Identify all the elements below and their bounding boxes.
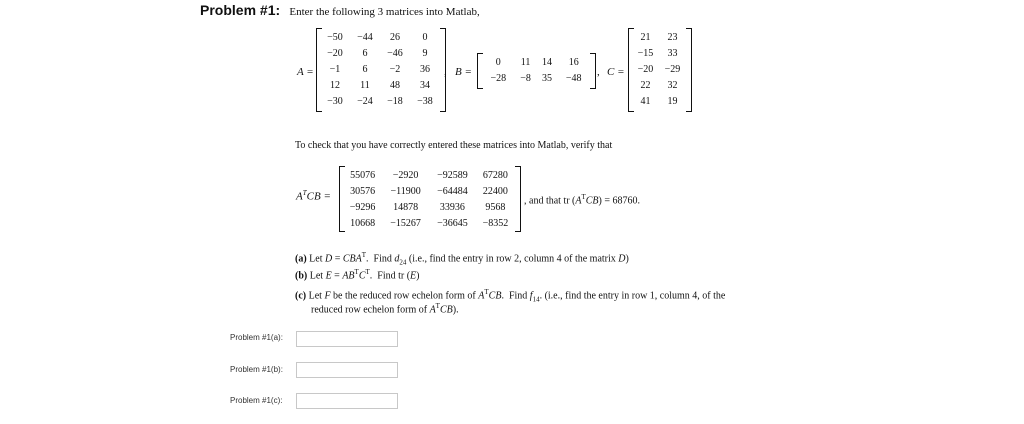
answer-label-c: Problem #1(c):	[230, 396, 283, 405]
product-matrix-cell: −64484	[437, 186, 468, 197]
matrix-c-cell: 41	[640, 96, 651, 107]
product-matrix-cell: 33936	[439, 202, 465, 213]
answer-input-b[interactable]	[296, 362, 398, 378]
matrix-c-cell: 32	[667, 80, 678, 91]
problem-intro: Enter the following 3 matrices into Matlab,	[289, 6, 480, 18]
matrix-b-cell: 11	[520, 57, 531, 68]
problem-header	[200, 2, 480, 19]
part-a: (a) Let $D = CBA^T$. Find $d_{24}$ (i.e., find the entry in row 2, column 4 of the matrix D)	[295, 251, 629, 267]
matrix-b-row	[482, 71, 590, 87]
product-matrix-cell: 9568	[485, 202, 506, 213]
matrix-c-label: C =	[607, 66, 625, 78]
answer-label-b: Problem #1(b):	[230, 365, 283, 374]
product-matrix-cell: −36645	[437, 218, 468, 229]
product-matrix	[343, 168, 515, 232]
matrix-a-cell: −30	[327, 96, 343, 107]
matrix-c-cell: 33	[667, 48, 678, 59]
matrix-c-cell: −15	[637, 48, 654, 59]
product-matrix-row	[343, 200, 515, 216]
answer-label-a: Problem #1(a):	[230, 333, 283, 342]
matrix-c-row	[632, 78, 686, 94]
matrix-a-cell: −2	[389, 64, 401, 75]
product-matrix-cell: 55076	[350, 170, 376, 181]
matrix-a-row	[320, 46, 440, 62]
matrix-a-cell: 6	[362, 48, 368, 59]
matrix-b-cell: 14	[542, 57, 553, 68]
product-matrix-cell: 10668	[350, 218, 376, 229]
matrix-c-cell: −20	[637, 64, 654, 75]
matrix-a-row	[320, 30, 440, 46]
product-matrix-cell: 67280	[482, 170, 508, 181]
matrix-b-cell: 0	[495, 57, 501, 68]
matrix-c	[632, 30, 686, 110]
matrix-a-cell: 0	[422, 32, 428, 43]
product-matrix-cell: 14878	[393, 202, 419, 213]
part-b: (b) Let $E = AB^TC^T$. Find tr (E)	[295, 268, 420, 282]
matrix-b-row	[482, 55, 590, 71]
matrix-b-cell: −8	[520, 73, 531, 84]
matrix-c-row	[632, 46, 686, 62]
matrix-a-cell: 12	[330, 80, 340, 91]
problem-number: Problem #1:	[200, 2, 281, 18]
product-matrix-row	[343, 184, 515, 200]
product-matrix-cell: 30576	[350, 186, 376, 197]
product-matrix-cell: −15267	[390, 218, 421, 229]
matrix-a-cell: 48	[390, 80, 400, 91]
check-instruction: To check that you have correctly entered these matrices into Matlab, verify that	[295, 140, 613, 151]
matrix-c-cell: −29	[664, 64, 681, 75]
matrix-c-cell: 23	[667, 32, 678, 43]
matrix-b-cell: 35	[542, 73, 553, 84]
part-c: (c) Let F be the reduced row echelon form of $A^TCB$. Find $f_{14}$. (i.e., find the entry in row 1, column 4, of the	[295, 288, 726, 304]
product-label: $A^TCB$ =	[296, 189, 331, 203]
matrix-a-cell: −44	[357, 32, 373, 43]
trace-statement: , and that tr $(A^TCB) = 68760$.	[524, 193, 641, 207]
matrix-c-row	[632, 94, 686, 110]
matrix-a-label: A =	[297, 66, 314, 78]
matrix-a-cell: −46	[387, 48, 403, 59]
part-c-continued: reduced row echelon form of $A^TCB$).	[311, 302, 459, 316]
matrix-a	[320, 30, 440, 110]
matrix-a-row	[320, 62, 440, 78]
answer-input-c[interactable]	[296, 393, 398, 409]
product-matrix-cell: −11900	[390, 186, 421, 197]
matrix-a-row	[320, 78, 440, 94]
matrix-c-cell: 22	[640, 80, 651, 91]
product-matrix-cell: −9296	[349, 202, 376, 213]
matrix-c-row	[632, 62, 686, 78]
matrix-a-cell: −1	[329, 64, 341, 75]
product-matrix-row	[343, 216, 515, 232]
matrix-a-cell: 11	[360, 80, 370, 91]
matrix-a-cell: 26	[390, 32, 400, 43]
matrix-c-cell: 21	[640, 32, 651, 43]
matrix-b-label: B =	[455, 66, 472, 78]
product-matrix-cell: −92589	[437, 170, 468, 181]
matrix-a-cell: −20	[327, 48, 343, 59]
matrix-a-cell: −38	[417, 96, 433, 107]
matrix-a-row	[320, 94, 440, 110]
answer-input-a[interactable]	[296, 331, 398, 347]
matrix-a-cell: −24	[357, 96, 373, 107]
matrix-a-cell: −50	[327, 32, 343, 43]
matrix-c-cell: 19	[667, 96, 678, 107]
matrix-c-row	[632, 30, 686, 46]
product-matrix-cell: 22400	[482, 186, 508, 197]
answer-row-c	[230, 396, 282, 405]
matrix-a-cell: 6	[362, 64, 368, 75]
answer-row-b	[230, 365, 283, 374]
comma-separator: ,	[597, 66, 600, 78]
product-matrix-cell: −2920	[392, 170, 419, 181]
answer-row-a	[230, 333, 283, 342]
matrix-b-cell: 16	[568, 57, 579, 68]
matrix-a-cell: 36	[420, 64, 430, 75]
matrix-b-cell: −48	[565, 73, 582, 84]
matrix-a-cell: −18	[387, 96, 403, 107]
comma-separator: ,	[444, 66, 447, 78]
product-matrix-row	[343, 168, 515, 184]
matrix-b	[482, 55, 590, 87]
matrix-a-cell: 34	[420, 80, 430, 91]
matrix-a-cell: 9	[422, 48, 428, 59]
product-matrix-cell: −8352	[482, 218, 509, 229]
matrix-b-cell: −28	[490, 73, 507, 84]
